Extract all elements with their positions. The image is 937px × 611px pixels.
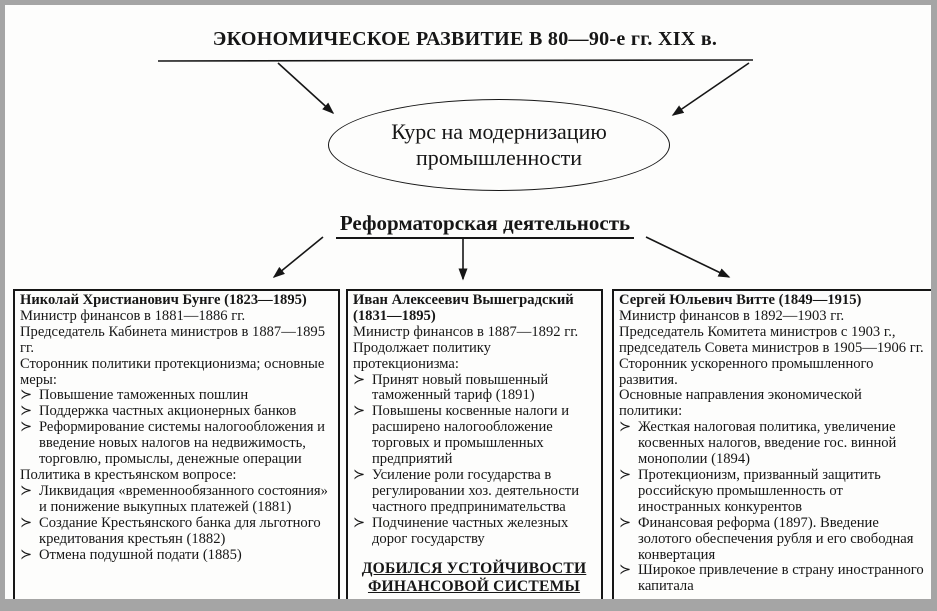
- bullet-arrow-icon: ≻: [353, 466, 366, 483]
- column-body: [353, 325, 595, 548]
- paragraph: Министр финансов в 1887—1892 гг.: [353, 323, 579, 340]
- column-heading: Николай Христианович Бунге (1823—1895): [20, 292, 307, 308]
- bullet-arrow-icon: ≻: [20, 419, 33, 436]
- title-underline: [158, 60, 753, 61]
- bullet-arrow-icon: ≻: [353, 403, 366, 420]
- bullet-item: [353, 468, 595, 516]
- bullet-text: Ликвидация «временнообязанного состояния» и понижение выкупных платежей (1881): [39, 482, 328, 515]
- modernization-course-ellipse: [328, 99, 670, 191]
- bullet-text: Создание Крестьянского банка для льготного кредитования крестьян (1882): [39, 514, 321, 547]
- column-heading: Иван Алексеевич Вышеградский (1831—1895): [353, 292, 574, 324]
- bullet-text: Реформирование системы налогообложения и введение новых налогов на недвижимость, торговлю, промыслы, денежные операции: [39, 419, 325, 468]
- column-bunge: [13, 289, 340, 603]
- bullet-item: [619, 563, 926, 595]
- paragraph: Сторонник политики протекционизма; основные меры:: [20, 355, 325, 388]
- arrow-title-to-ellipse-right: [673, 63, 749, 115]
- bullet-arrow-icon: ≻: [20, 482, 33, 499]
- column-vyshegradsky: [346, 289, 603, 603]
- column-body: [20, 309, 332, 564]
- paragraph: Политика в крестьянском вопросе:: [20, 466, 237, 483]
- bullet-item: [20, 548, 332, 564]
- bullet-arrow-icon: ≻: [20, 387, 33, 404]
- bullet-item: [20, 484, 332, 516]
- bullet-arrow-icon: ≻: [619, 514, 632, 531]
- bullet-text: Повышение таможенных пошлин: [39, 387, 249, 404]
- bullet-item: [353, 404, 595, 468]
- column-footer: ДОБИЛСЯ УСТОЙЧИВОСТИ ФИНАНСОВОЙ СИСТЕМЫ: [361, 559, 587, 595]
- bullet-arrow-icon: ≻: [619, 562, 632, 579]
- column-heading: Сергей Юльевич Витте (1849—1915): [619, 292, 862, 308]
- paragraph: Министр финансов в 1881—1886 гг.: [20, 307, 246, 324]
- bullet-arrow-icon: ≻: [353, 371, 366, 388]
- arrow-heading-to-column-left: [274, 237, 323, 277]
- bullet-arrow-icon: ≻: [353, 514, 366, 531]
- column-witte: [612, 289, 934, 603]
- bullet-text: Жесткая налоговая политика, увеличение косвенных налогов, введение гос. винной монополии (1894): [638, 419, 897, 468]
- paragraph: Председатель Комитета министров с 1903 г., председатель Совета министров в 1905—1906 гг.: [619, 323, 924, 356]
- section-heading: Реформаторская деятельность: [336, 211, 634, 239]
- paragraph: Продолжает политику протекционизма:: [353, 339, 491, 372]
- paragraph: Сторонник ускоренного промышленного развития.: [619, 355, 874, 388]
- section-heading-wrap: [275, 211, 695, 239]
- bullet-text: Протекционизм, призванный защитить российскую промышленность от иностранных конкурентов: [638, 466, 881, 515]
- bullet-text: Усиление роли государства в регулировании хоз. деятельности частного предпринимательства: [372, 466, 579, 515]
- paragraph: Основные направления экономической политики:: [619, 387, 862, 420]
- bullet-text: Принят новый повышенный таможенный тариф (1891): [372, 371, 549, 404]
- page-title: ЭКОНОМИЧЕСКОЕ РАЗВИТИЕ В 80—90-е гг. XIX в.: [212, 28, 718, 50]
- bullet-text: Финансовая реформа (1897). Введение золотого обеспечения рубля и его свободная конвертация: [638, 514, 914, 563]
- bullet-item: [353, 516, 595, 548]
- arrow-heading-to-column-right: [646, 237, 729, 277]
- bullet-item: [20, 516, 332, 548]
- bullet-arrow-icon: ≻: [619, 466, 632, 483]
- bullet-item: [20, 420, 332, 468]
- bullet-item: [20, 404, 332, 420]
- bullet-text: Подчинение частных железных дорог государству: [372, 514, 569, 547]
- paragraph: Председатель Кабинета министров в 1887—1895 гг.: [20, 323, 326, 356]
- ellipse-label: Курс на модернизацию промышленности: [391, 119, 607, 170]
- bullet-text: Отмена подушной подати (1885): [39, 546, 242, 563]
- bullet-arrow-icon: ≻: [20, 403, 33, 420]
- bullet-text: Поддержка частных акционерных банков: [39, 403, 297, 420]
- bullet-item: [619, 468, 926, 516]
- bullet-text: Широкое привлечение в страну иностранного капитала: [638, 562, 924, 595]
- bullet-item: [353, 373, 595, 405]
- bullet-arrow-icon: ≻: [20, 546, 33, 563]
- arrow-title-to-ellipse-left: [278, 63, 333, 113]
- bullet-item: [619, 420, 926, 468]
- bullet-arrow-icon: ≻: [619, 419, 632, 436]
- paragraph: Министр финансов в 1892—1903 гг.: [619, 307, 845, 324]
- column-body: [619, 309, 926, 595]
- bullet-item: [20, 388, 332, 404]
- bullet-item: [619, 516, 926, 564]
- bullet-text: Повышены косвенные налоги и расширено налогообложение торговых и промышленных предприятий: [372, 403, 570, 468]
- bullet-arrow-icon: ≻: [20, 514, 33, 531]
